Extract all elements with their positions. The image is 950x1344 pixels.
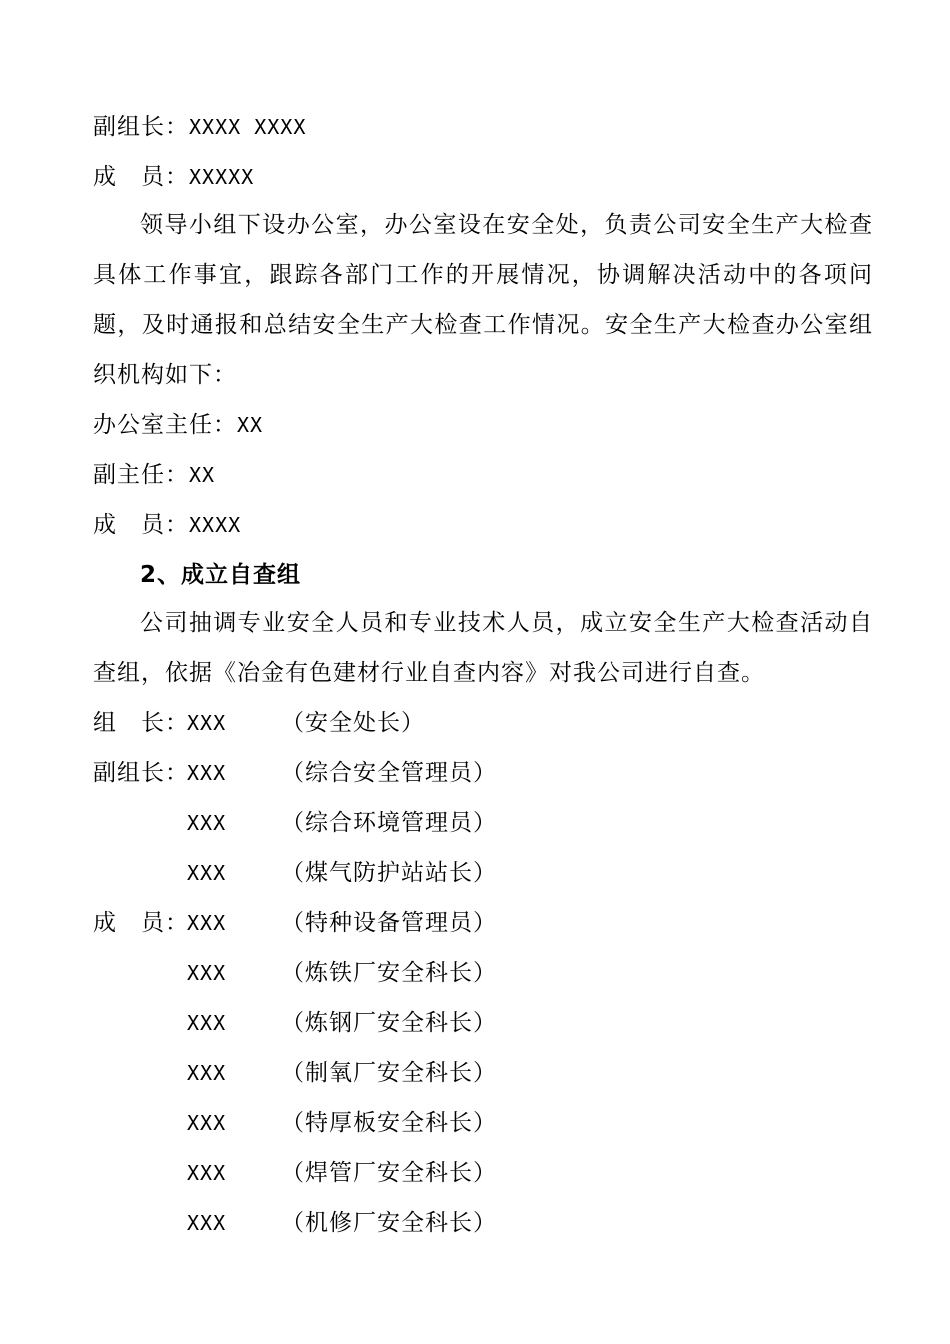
member-name: XXX	[187, 1161, 227, 1185]
deputy-role: （综合环境管理员）	[281, 810, 497, 836]
members-value: XXXXX	[189, 165, 255, 189]
deputy-name: XXX	[187, 761, 227, 785]
member-row-5	[93, 1108, 497, 1138]
member-role: （制氧厂安全科长）	[281, 1060, 497, 1086]
member-name: XXX	[187, 1211, 227, 1235]
member-role: （机修厂安全科长）	[281, 1210, 497, 1236]
member-name: XXX	[187, 911, 227, 935]
group-leader-name: XXX	[187, 711, 227, 735]
office-members-line	[93, 510, 241, 540]
section-paragraph: 公司抽调专业安全人员和专业技术人员，成立安全生产大检查活动自查组，依据《冶金有色建材行业自查内容》对我公司进行自查。	[93, 610, 873, 686]
deputy-leader-label: 副组长：	[93, 114, 189, 140]
member-row-6	[93, 1158, 497, 1188]
member-role: （炼钢厂安全科长）	[281, 1010, 497, 1036]
office-paragraph: 领导小组下设办公室，办公室设在安全处，负责公司安全生产大检查具体工作事宜，跟踪各部门工作的开展情况，协调解决活动中的各项问题，及时通报和总结安全生产大检查工作情况。安全生产大检查办公室组织机构如下：	[93, 212, 873, 388]
group-leader-role: （安全处长）	[281, 710, 425, 736]
deputy-role: （煤气防护站站长）	[281, 860, 497, 886]
member-role: （炼铁厂安全科长）	[281, 960, 497, 986]
member-row-3	[93, 1008, 497, 1038]
office-director-label: 办公室主任：	[93, 412, 237, 438]
members-line	[93, 162, 254, 192]
member-name: XXX	[187, 1011, 227, 1035]
group-leader-line	[93, 708, 425, 738]
deputy-leader-line	[93, 112, 306, 142]
member-name: XXX	[187, 1111, 227, 1135]
deputy-row-3	[93, 858, 497, 888]
office-members-value: XXXX	[189, 513, 242, 537]
office-deputy-value: XX	[189, 463, 216, 487]
member-row-7	[93, 1208, 497, 1238]
deputy-row-1	[93, 758, 497, 788]
section-heading: 2、成立自查组	[140, 562, 302, 588]
office-deputy-line	[93, 460, 215, 490]
office-director-line	[93, 410, 263, 440]
deputy-name: XXX	[187, 811, 227, 835]
deputy-row-2	[93, 808, 497, 838]
group-members-label: 成 员：	[93, 910, 189, 936]
office-director-value: XX	[237, 413, 264, 437]
member-name: XXX	[187, 961, 227, 985]
deputies-label: 副组长：	[93, 760, 189, 786]
member-row-1	[93, 908, 497, 938]
deputy-name: XXX	[187, 861, 227, 885]
office-members-label: 成 员：	[93, 512, 189, 538]
member-role: （特种设备管理员）	[281, 910, 497, 936]
member-row-4	[93, 1058, 497, 1088]
member-role: （焊管厂安全科长）	[281, 1160, 497, 1186]
deputy-role: （综合安全管理员）	[281, 760, 497, 786]
members-label: 成 员：	[93, 164, 189, 190]
member-row-2	[93, 958, 497, 988]
deputy-leader-value: XXXX XXXX	[189, 115, 307, 139]
member-name: XXX	[187, 1061, 227, 1085]
office-deputy-label: 副主任：	[93, 462, 189, 488]
group-leader-label: 组 长：	[93, 710, 189, 736]
member-role: （特厚板安全科长）	[281, 1110, 497, 1136]
